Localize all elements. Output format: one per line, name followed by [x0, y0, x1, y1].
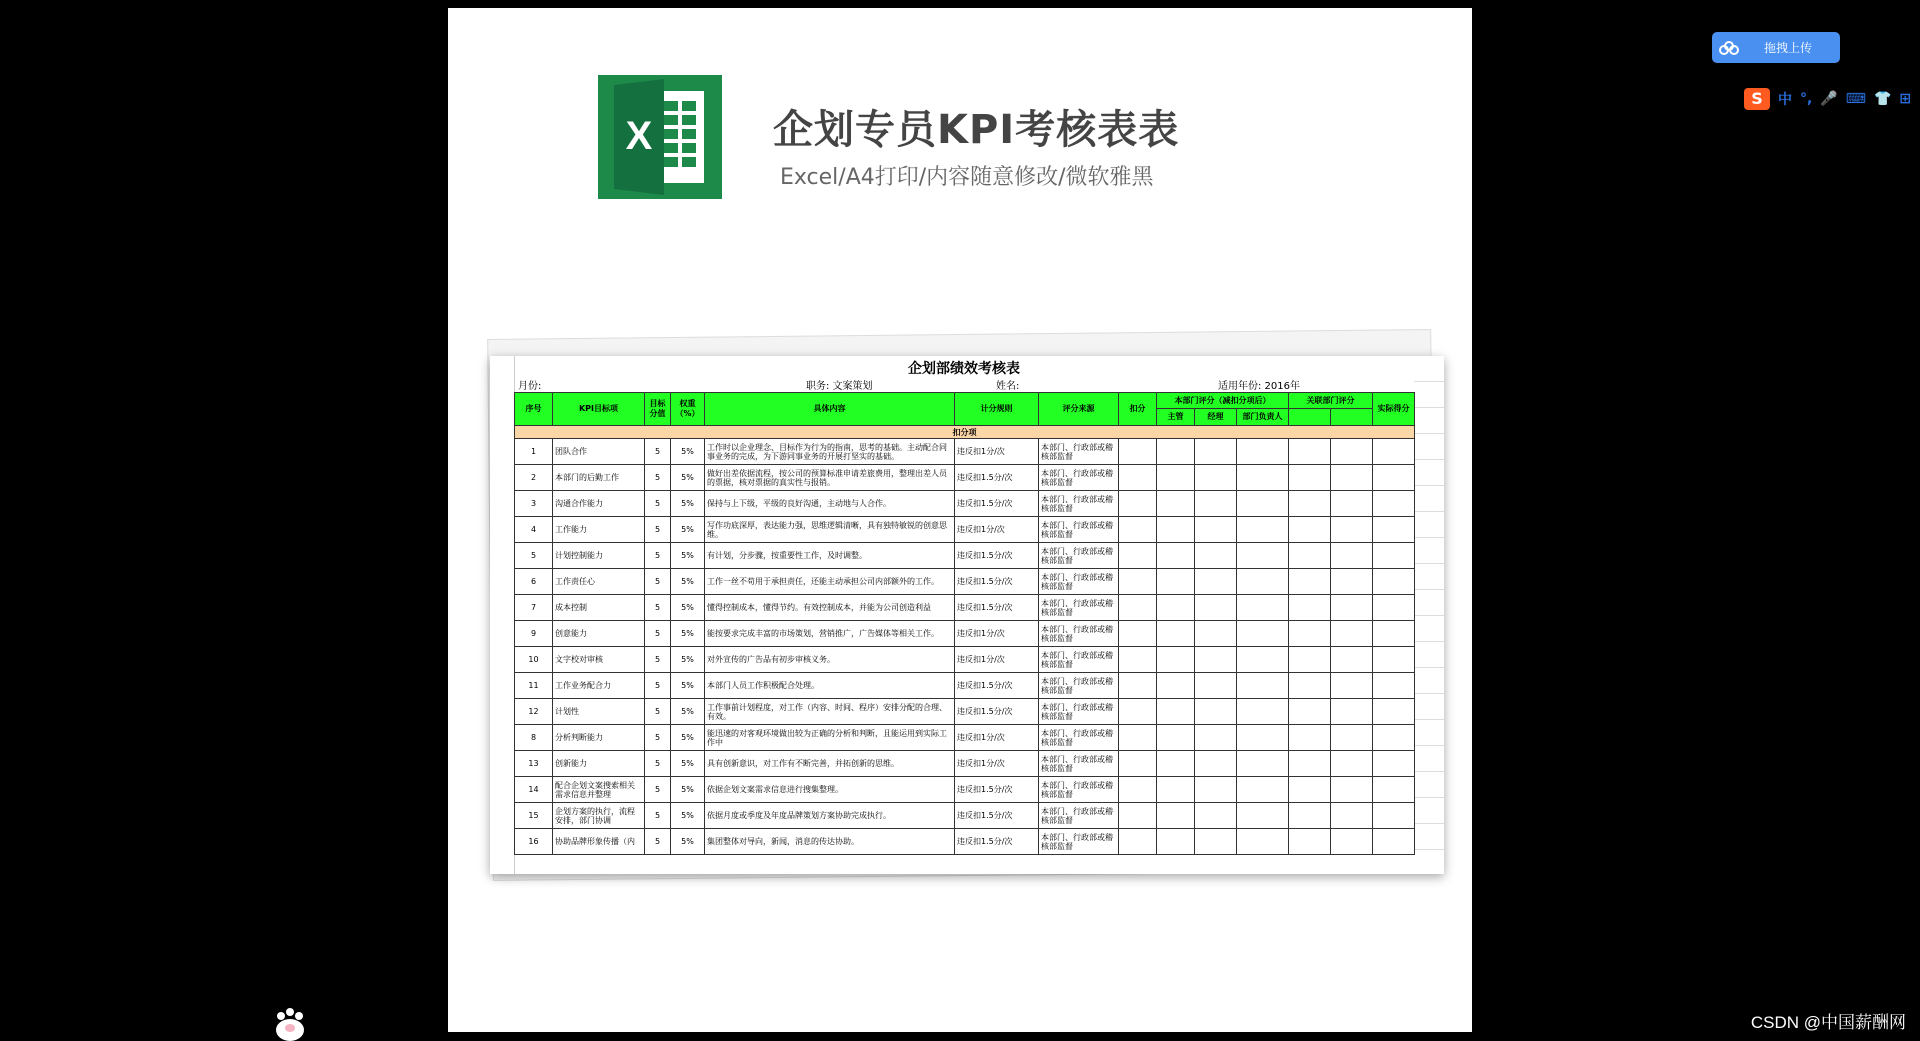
score-cell[interactable]	[1289, 543, 1331, 569]
header-deduct: 扣分	[1119, 393, 1157, 426]
cell-seq: 16	[515, 829, 553, 855]
score-cell[interactable]	[1373, 595, 1415, 621]
ime-toolbox-icon[interactable]: ⊞	[1899, 91, 1912, 107]
score-cell[interactable]	[1373, 439, 1415, 465]
cell-weight: 5%	[671, 569, 705, 595]
cell-seq: 9	[515, 621, 553, 647]
cell-weight: 5%	[671, 621, 705, 647]
score-cell[interactable]	[1195, 491, 1237, 517]
score-cell[interactable]	[1373, 673, 1415, 699]
header-actual: 实际得分	[1373, 393, 1415, 426]
cell-target: 5	[645, 725, 671, 751]
cell-weight: 5%	[671, 595, 705, 621]
cell-weight: 5%	[671, 517, 705, 543]
cell-content: 工作一丝不苟用于承担责任，还能主动承担公司内部额外的工作。	[705, 569, 955, 595]
cell-target: 5	[645, 751, 671, 777]
upload-button[interactable]	[1712, 32, 1840, 63]
table-row	[515, 491, 1415, 517]
cell-content: 集团整体对导向，新闻，消息的传达协助。	[705, 829, 955, 855]
score-cell[interactable]	[1237, 517, 1289, 543]
cell-target: 5	[645, 829, 671, 855]
score-cell[interactable]	[1237, 543, 1289, 569]
score-cell[interactable]	[1331, 543, 1373, 569]
score-cell[interactable]	[1195, 829, 1237, 855]
cell-rule: 违反扣1.5分/次	[955, 699, 1039, 725]
score-cell[interactable]	[1119, 777, 1157, 803]
cell-seq: 1	[515, 439, 553, 465]
cell-source: 本部门、行政部或稽核部监督	[1039, 699, 1119, 725]
score-cell[interactable]	[1119, 803, 1157, 829]
sheet-title: 企划部绩效考核表	[908, 361, 1020, 377]
score-cell[interactable]	[1289, 751, 1331, 777]
score-cell[interactable]	[1331, 699, 1373, 725]
header-manager: 经理	[1195, 409, 1237, 426]
score-cell[interactable]	[1195, 803, 1237, 829]
cell-kpi: 企划方案的执行，流程安排，部门协调	[553, 803, 645, 829]
cell-kpi: 沟通合作能力	[553, 491, 645, 517]
cell-target: 5	[645, 543, 671, 569]
cell-source: 本部门、行政部或稽核部监督	[1039, 517, 1119, 543]
year-label: 适用年份: 2016年	[1218, 381, 1300, 392]
cell-rule: 违反扣1.5分/次	[955, 543, 1039, 569]
cell-weight: 5%	[671, 543, 705, 569]
score-cell[interactable]	[1331, 751, 1373, 777]
cell-content: 做好出差依据流程，按公司的预算标准申请差旅费用，整理出差人员的票据，核对票据的真实性与报销。	[705, 465, 955, 491]
header-related-b	[1331, 409, 1373, 426]
score-cell[interactable]	[1157, 621, 1195, 647]
score-cell[interactable]	[1237, 777, 1289, 803]
cell-target: 5	[645, 595, 671, 621]
cell-seq: 12	[515, 699, 553, 725]
score-cell[interactable]	[1289, 777, 1331, 803]
score-cell[interactable]	[1119, 621, 1157, 647]
cell-seq: 10	[515, 647, 553, 673]
table-row	[515, 569, 1415, 595]
cell-kpi: 工作责任心	[553, 569, 645, 595]
header-related-a	[1289, 409, 1331, 426]
header-content: 具体内容	[705, 393, 955, 426]
header-seq: 序号	[515, 393, 553, 426]
table-row	[515, 543, 1415, 569]
score-cell[interactable]	[1373, 621, 1415, 647]
cell-rule: 违反扣1分/次	[955, 621, 1039, 647]
score-cell[interactable]	[1237, 569, 1289, 595]
score-cell[interactable]	[1237, 725, 1289, 751]
cell-kpi: 计划控制能力	[553, 543, 645, 569]
cell-rule: 违反扣1.5分/次	[955, 829, 1039, 855]
score-cell[interactable]	[1157, 595, 1195, 621]
kpi-sheet	[490, 356, 1444, 874]
cell-seq: 4	[515, 517, 553, 543]
score-cell[interactable]	[1373, 803, 1415, 829]
score-cell[interactable]	[1157, 829, 1195, 855]
cell-seq: 13	[515, 751, 553, 777]
cell-content: 工作时以企业理念、目标作为行为的指南，思考的基础。主动配合同事业务的完成，为下游同事业务的开展打坚实的基础。	[705, 439, 955, 465]
cell-target: 5	[645, 569, 671, 595]
score-cell[interactable]	[1373, 543, 1415, 569]
score-cell[interactable]	[1237, 595, 1289, 621]
page-subtitle: Excel/A4打印/内容随意修改/微软雅黑	[780, 165, 1154, 190]
cell-rule: 违反扣1.5分/次	[955, 595, 1039, 621]
score-cell[interactable]	[1373, 829, 1415, 855]
cell-weight: 5%	[671, 491, 705, 517]
score-cell[interactable]	[1289, 491, 1331, 517]
table-row	[515, 803, 1415, 829]
cell-weight: 5%	[671, 673, 705, 699]
cell-content: 具有创新意识，对工作有不断完善，并拓创新的思维。	[705, 751, 955, 777]
cell-content: 工作事前计划程度，对工作（内容、时间、程序）安排分配的合理、有效。	[705, 699, 955, 725]
score-cell[interactable]	[1157, 725, 1195, 751]
table-row	[515, 517, 1415, 543]
section-deduct-label: 扣分项	[515, 426, 1415, 439]
cell-source: 本部门、行政部或稽核部监督	[1039, 751, 1119, 777]
cell-source: 本部门、行政部或稽核部监督	[1039, 439, 1119, 465]
cell-kpi: 配合企划文案搜索相关需求信息并整理	[553, 777, 645, 803]
header-dept-score: 本部门评分（减扣分项后）	[1157, 393, 1289, 409]
score-cell[interactable]	[1157, 647, 1195, 673]
score-cell[interactable]	[1157, 569, 1195, 595]
score-cell[interactable]	[1237, 491, 1289, 517]
ime-toolbar	[1744, 88, 1911, 110]
score-cell[interactable]	[1373, 699, 1415, 725]
sheet-gutter	[490, 356, 515, 874]
ime-keyboard-icon[interactable]: ⌨	[1845, 91, 1866, 107]
score-cell[interactable]	[1289, 647, 1331, 673]
logo-letter: X	[625, 114, 653, 158]
sogou-ime-logo-icon[interactable]: S	[1744, 88, 1770, 110]
score-cell[interactable]	[1157, 517, 1195, 543]
score-cell[interactable]	[1157, 777, 1195, 803]
cell-source: 本部门、行政部或稽核部监督	[1039, 777, 1119, 803]
cell-kpi: 创新能力	[553, 751, 645, 777]
page-title: 企划专员KPI考核表表	[773, 107, 1180, 153]
cell-rule: 违反扣1.5分/次	[955, 491, 1039, 517]
score-cell[interactable]	[1119, 543, 1157, 569]
cloud-icon	[1716, 35, 1742, 61]
score-cell[interactable]	[1195, 595, 1237, 621]
cell-target: 5	[645, 777, 671, 803]
ime-mode-chinese[interactable]: 中	[1778, 92, 1792, 108]
header-source: 评分来源	[1039, 393, 1119, 426]
table-row	[515, 439, 1415, 465]
csdn-watermark: CSDN @中国薪酬网	[1750, 1013, 1906, 1032]
score-cell[interactable]	[1373, 647, 1415, 673]
cell-target: 5	[645, 673, 671, 699]
score-cell[interactable]	[1289, 673, 1331, 699]
table-row	[515, 777, 1415, 803]
cell-content: 对外宣传的广告品有初步审核义务。	[705, 647, 955, 673]
cell-content: 懂得控制成本，懂得节约。有效控制成本，并能为公司创造利益	[705, 595, 955, 621]
score-cell[interactable]	[1331, 777, 1373, 803]
cell-source: 本部门、行政部或稽核部监督	[1039, 829, 1119, 855]
cell-rule: 违反扣1.5分/次	[955, 673, 1039, 699]
cell-kpi: 创意能力	[553, 621, 645, 647]
score-cell[interactable]	[1195, 543, 1237, 569]
score-cell[interactable]	[1119, 647, 1157, 673]
cell-seq: 8	[515, 725, 553, 751]
score-cell[interactable]	[1289, 569, 1331, 595]
score-cell[interactable]	[1237, 439, 1289, 465]
cell-rule: 违反扣1分/次	[955, 439, 1039, 465]
cell-content: 保持与上下级，平级的良好沟通，主动地与人合作。	[705, 491, 955, 517]
sheet-info-row	[514, 377, 1414, 391]
upload-button-label: 拖拽上传	[1764, 41, 1813, 55]
cell-seq: 5	[515, 543, 553, 569]
ime-skin-icon[interactable]: 👕	[1873, 91, 1892, 107]
cell-target: 5	[645, 621, 671, 647]
score-cell[interactable]	[1195, 647, 1237, 673]
cell-kpi: 团队合作	[553, 439, 645, 465]
score-cell[interactable]	[1373, 751, 1415, 777]
score-cell[interactable]	[1237, 621, 1289, 647]
score-cell[interactable]	[1331, 569, 1373, 595]
score-cell[interactable]	[1289, 699, 1331, 725]
score-cell[interactable]	[1373, 517, 1415, 543]
cell-kpi: 工作业务配合力	[553, 673, 645, 699]
score-cell[interactable]	[1373, 725, 1415, 751]
table-row	[515, 725, 1415, 751]
score-cell[interactable]	[1289, 725, 1331, 751]
score-cell[interactable]	[1331, 725, 1373, 751]
score-cell[interactable]	[1237, 465, 1289, 491]
score-cell[interactable]	[1373, 465, 1415, 491]
score-cell[interactable]	[1331, 647, 1373, 673]
name-label: 姓名:	[996, 381, 1020, 392]
score-cell[interactable]	[1331, 465, 1373, 491]
header-related-score: 关联部门评分	[1289, 393, 1373, 409]
score-cell[interactable]	[1119, 439, 1157, 465]
cell-source: 本部门、行政部或稽核部监督	[1039, 543, 1119, 569]
header-rule: 计分规则	[955, 393, 1039, 426]
cell-seq: 2	[515, 465, 553, 491]
table-row	[515, 465, 1415, 491]
cell-kpi: 成本控制	[553, 595, 645, 621]
cell-target: 5	[645, 803, 671, 829]
cell-source: 本部门、行政部或稽核部监督	[1039, 595, 1119, 621]
score-cell[interactable]	[1195, 751, 1237, 777]
cell-weight: 5%	[671, 725, 705, 751]
score-cell[interactable]	[1331, 517, 1373, 543]
score-cell[interactable]	[1157, 465, 1195, 491]
cell-rule: 违反扣1分/次	[955, 725, 1039, 751]
score-cell[interactable]	[1119, 595, 1157, 621]
cell-seq: 14	[515, 777, 553, 803]
score-cell[interactable]	[1289, 439, 1331, 465]
cell-source: 本部门、行政部或稽核部监督	[1039, 569, 1119, 595]
cell-weight: 5%	[671, 751, 705, 777]
cell-target: 5	[645, 465, 671, 491]
cell-content: 本部门人员工作积极配合处理。	[705, 673, 955, 699]
cell-seq: 6	[515, 569, 553, 595]
cell-content: 写作功底深厚，表达能力强，思维逻辑清晰，具有独特敏锐的创意思维。	[705, 517, 955, 543]
score-cell[interactable]	[1157, 673, 1195, 699]
cell-content: 能按要求完成丰富的市场策划，营销推广，广告媒体等相关工作。	[705, 621, 955, 647]
score-cell[interactable]	[1289, 517, 1331, 543]
score-cell[interactable]	[1157, 751, 1195, 777]
cell-weight: 5%	[671, 829, 705, 855]
score-cell[interactable]	[1195, 621, 1237, 647]
score-cell[interactable]	[1331, 595, 1373, 621]
cell-kpi: 文字校对审核	[553, 647, 645, 673]
score-cell[interactable]	[1119, 569, 1157, 595]
header-supervisor: 主管	[1157, 409, 1195, 426]
score-cell[interactable]	[1237, 751, 1289, 777]
score-cell[interactable]	[1331, 829, 1373, 855]
cell-source: 本部门、行政部或稽核部监督	[1039, 465, 1119, 491]
ime-punctuation-icon[interactable]: °,	[1800, 91, 1813, 107]
score-cell[interactable]	[1157, 491, 1195, 517]
cell-weight: 5%	[671, 699, 705, 725]
score-cell[interactable]	[1195, 517, 1237, 543]
cell-kpi: 计划性	[553, 699, 645, 725]
cell-weight: 5%	[671, 647, 705, 673]
cell-seq: 7	[515, 595, 553, 621]
cell-weight: 5%	[671, 439, 705, 465]
score-cell[interactable]	[1373, 777, 1415, 803]
cell-weight: 5%	[671, 465, 705, 491]
score-cell[interactable]	[1119, 725, 1157, 751]
cell-rule: 违反扣1分/次	[955, 751, 1039, 777]
score-cell[interactable]	[1195, 777, 1237, 803]
score-cell[interactable]	[1289, 621, 1331, 647]
cell-seq: 15	[515, 803, 553, 829]
cell-weight: 5%	[671, 777, 705, 803]
excel-logo-icon	[598, 75, 722, 199]
cell-kpi: 本部门的后勤工作	[553, 465, 645, 491]
cell-rule: 违反扣1.5分/次	[955, 465, 1039, 491]
score-cell[interactable]	[1289, 803, 1331, 829]
month-label: 月份:	[518, 381, 542, 392]
score-cell[interactable]	[1237, 699, 1289, 725]
score-cell[interactable]	[1195, 569, 1237, 595]
score-cell[interactable]	[1373, 569, 1415, 595]
table-row	[515, 595, 1415, 621]
cell-content: 有计划，分步骤，按重要性工作，及时调整。	[705, 543, 955, 569]
score-cell[interactable]	[1157, 439, 1195, 465]
score-cell[interactable]	[1119, 465, 1157, 491]
cell-source: 本部门、行政部或稽核部监督	[1039, 621, 1119, 647]
header-target: 目标分值	[645, 393, 671, 426]
score-cell[interactable]	[1119, 517, 1157, 543]
cell-rule: 违反扣1.5分/次	[955, 777, 1039, 803]
score-cell[interactable]	[1331, 803, 1373, 829]
score-cell[interactable]	[1119, 829, 1157, 855]
cell-content: 依据月度或季度及年度品牌策划方案协助完成执行。	[705, 803, 955, 829]
cell-source: 本部门、行政部或稽核部监督	[1039, 725, 1119, 751]
score-cell[interactable]	[1237, 673, 1289, 699]
score-cell[interactable]	[1195, 699, 1237, 725]
cell-source: 本部门、行政部或稽核部监督	[1039, 803, 1119, 829]
cell-kpi: 工作能力	[553, 517, 645, 543]
template-preview-image	[448, 8, 1472, 1032]
table-row	[515, 829, 1415, 855]
cell-target: 5	[645, 647, 671, 673]
cell-rule: 违反扣1.5分/次	[955, 803, 1039, 829]
cell-target: 5	[645, 491, 671, 517]
score-cell[interactable]	[1119, 751, 1157, 777]
position-label: 职务: 文案策划	[806, 381, 873, 392]
cell-kpi: 分析判断能力	[553, 725, 645, 751]
cat-paw-mascot-icon[interactable]	[272, 1004, 308, 1041]
score-cell[interactable]	[1157, 543, 1195, 569]
table-row	[515, 647, 1415, 673]
score-cell[interactable]	[1373, 491, 1415, 517]
score-cell[interactable]	[1331, 491, 1373, 517]
table-row	[515, 699, 1415, 725]
score-cell[interactable]	[1289, 595, 1331, 621]
cell-target: 5	[645, 439, 671, 465]
score-cell[interactable]	[1157, 803, 1195, 829]
score-cell[interactable]	[1195, 465, 1237, 491]
score-cell[interactable]	[1331, 673, 1373, 699]
score-cell[interactable]	[1119, 699, 1157, 725]
score-cell[interactable]	[1237, 829, 1289, 855]
header-weight: 权重（%）	[671, 393, 705, 426]
cell-weight: 5%	[671, 803, 705, 829]
score-cell[interactable]	[1119, 491, 1157, 517]
score-cell[interactable]	[1195, 725, 1237, 751]
score-cell[interactable]	[1237, 803, 1289, 829]
score-cell[interactable]	[1331, 439, 1373, 465]
table-row	[515, 621, 1415, 647]
cell-rule: 违反扣1.5分/次	[955, 569, 1039, 595]
score-cell[interactable]	[1289, 465, 1331, 491]
score-cell[interactable]	[1195, 673, 1237, 699]
table-row	[515, 673, 1415, 699]
cell-content: 能迅速的对客观环境做出较为正确的分析和判断，且能运用到实际工作中	[705, 725, 955, 751]
header-dept-head: 部门负责人	[1237, 409, 1289, 426]
score-cell[interactable]	[1331, 621, 1373, 647]
cell-kpi: 协助品牌形象传播（内	[553, 829, 645, 855]
header-kpi: KPI目标项	[553, 393, 645, 426]
cell-target: 5	[645, 699, 671, 725]
score-cell[interactable]	[1157, 699, 1195, 725]
cell-rule: 违反扣1分/次	[955, 647, 1039, 673]
cell-seq: 3	[515, 491, 553, 517]
score-cell[interactable]	[1195, 439, 1237, 465]
score-cell[interactable]	[1289, 829, 1331, 855]
cell-content: 依据企划文案需求信息进行搜集整理。	[705, 777, 955, 803]
cell-rule: 违反扣1分/次	[955, 517, 1039, 543]
table-row	[515, 751, 1415, 777]
cell-source: 本部门、行政部或稽核部监督	[1039, 673, 1119, 699]
ime-microphone-icon[interactable]: 🎤	[1820, 91, 1838, 107]
cell-seq: 11	[515, 673, 553, 699]
cell-target: 5	[645, 517, 671, 543]
sheet-grid-edge	[1414, 356, 1444, 874]
cell-source: 本部门、行政部或稽核部监督	[1039, 491, 1119, 517]
kpi-table	[514, 392, 1415, 855]
score-cell[interactable]	[1237, 647, 1289, 673]
score-cell[interactable]	[1119, 673, 1157, 699]
cell-source: 本部门、行政部或稽核部监督	[1039, 647, 1119, 673]
